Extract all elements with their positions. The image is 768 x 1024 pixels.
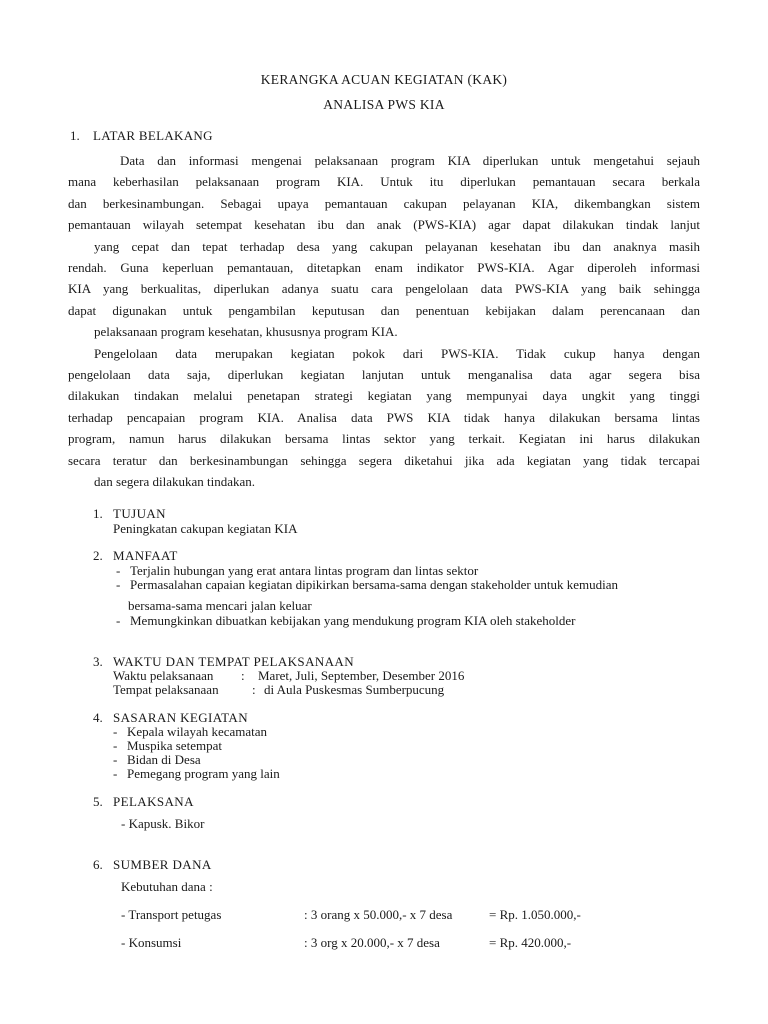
paragraph-line: dapat digunakan untuk pengambilan keputusan dan penentuan kebijakan dalam perencanaan dan	[68, 302, 700, 318]
dana-row-calc: : 3 orang x 50.000,- x 7 desa	[304, 907, 453, 922]
tempat-label: Tempat pelaksanaan	[113, 682, 219, 697]
paragraph-line: KIA yang berkualitas, diperlukan adanya suatu cara pengelolaan data PWS-KIA yang baik sehingga	[68, 281, 700, 297]
background-paragraph-2	[68, 343, 700, 493]
paragraph-line: yang cepat dan tepat terhadap desa yang cakupan pelayanan kesehatan ibu dan anaknya masih	[94, 238, 700, 254]
list-item-text: Kepala wilayah kecamatan	[127, 724, 268, 739]
document-subtitle: ANALISA PWS KIA	[323, 97, 445, 112]
background-heading: LATAR BELAKANG	[93, 128, 213, 143]
section-number: 2.	[93, 548, 103, 563]
list-item: - Memungkinkan dibuatkan kebijakan yang mendukung program KIA oleh stakeholder	[116, 613, 576, 628]
pelaksana-item: - Kapusk. Bikor	[121, 816, 205, 831]
waktu-value: Maret, Juli, September, Desember 2016	[258, 668, 465, 683]
section-heading: TUJUAN	[113, 506, 166, 521]
dana-row-label: - Konsumsi	[121, 935, 182, 950]
paragraph-line: Pengelolaan data merupakan kegiatan pokok dari PWS-KIA. Tidak cukup hanya dengan	[94, 345, 700, 361]
paragraph-line: mana keberhasilan pelaksanaan program KIA. Untuk itu diperlukan pemantauan secara berkala	[68, 174, 700, 190]
section-heading: SASARAN KEGIATAN	[113, 710, 249, 725]
list-item: - Permasalahan capaian kegiatan dipikirkan bersama-sama dengan stakeholder untuk kemudian	[116, 577, 619, 592]
section-number: 6.	[93, 857, 103, 872]
paragraph-line: dan berkesinambungan. Sebagai upaya pemantauan cakupan pelayanan KIA, dikembangkan sistem	[68, 195, 700, 211]
dana-intro: Kebutuhan dana :	[121, 879, 213, 894]
section-heading: MANFAAT	[113, 548, 178, 563]
paragraph-line: pengelolaan data saja, diperlukan kegiatan lanjutan untuk menganalisa data agar segera bisa	[68, 367, 700, 383]
paragraph-line: program, namun harus dilakukan bersama lintas sektor yang terkait. Kegiatan ini harus dilakukan	[68, 431, 700, 447]
background-number: 1.	[70, 128, 80, 143]
section-number: 3.	[93, 654, 103, 669]
list-item-text: Muspika setempat	[127, 738, 222, 753]
paragraph-line: pelaksanaan program kesehatan, khususnya program KIA.	[94, 324, 398, 340]
section-number: 1.	[93, 506, 103, 521]
waktu-label: Waktu pelaksanaan	[113, 668, 214, 683]
tempat-value: di Aula Puskesmas Sumberpucung	[264, 682, 445, 697]
background-paragraph-1	[68, 150, 700, 343]
paragraph-line: Data dan informasi mengenai pelaksanaan program KIA diperlukan untuk mengetahui sejauh	[120, 153, 700, 168]
list-item-text: Pemegang program yang lain	[127, 766, 280, 781]
dana-row-calc: : 3 org x 20.000,- x 7 desa	[304, 935, 440, 950]
section-number: 5.	[93, 794, 103, 809]
list-item-text: Bidan di Desa	[127, 752, 201, 767]
list-item: - Terjalin hubungan yang erat antara lintas program dan lintas sektor	[116, 563, 479, 578]
section-heading: SUMBER DANA	[113, 857, 212, 872]
paragraph-line: dilakukan tindakan melalui penetapan strategi kegiatan yang mempunyai daya ungkit yang tinggi	[68, 388, 700, 404]
list-item-text: Memungkinkan dibuatkan kebijakan yang mendukung program KIA oleh stakeholder	[130, 613, 576, 628]
waktu-separator: :	[241, 668, 245, 683]
list-item: - Muspika setempat	[113, 738, 222, 753]
paragraph-line: secara teratur dan berkesinambungan sehingga segera diketahui jika ada kegiatan yang tidak tercapai	[68, 452, 700, 468]
dana-row-total: = Rp. 1.050.000,-	[489, 907, 581, 922]
list-item-text: Terjalin hubungan yang erat antara lintas program dan lintas sektor	[130, 563, 479, 578]
list-item: - Bidan di Desa	[113, 752, 201, 767]
list-item: - Kepala wilayah kecamatan	[113, 724, 268, 739]
background-body	[68, 150, 700, 493]
paragraph-line: rendah. Guna keperluan pemantauan, ditetapkan enam indikator PWS-KIA. Agar diperoleh informasi	[68, 260, 700, 276]
document-title: KERANGKA ACUAN KEGIATAN (KAK)	[260, 72, 508, 87]
list-item-text: Permasalahan capaian kegiatan dipikirkan bersama-sama dengan stakeholder untuk kemudian	[130, 577, 619, 592]
list-item: - Pemegang program yang lain	[113, 766, 280, 781]
paragraph-line: pemantauan wilayah setempat kesehatan ibu dan anak (PWS-KIA) agar dapat dilakukan tindak lanjut	[68, 217, 700, 233]
list-item-continuation: bersama-sama mencari jalan keluar	[128, 598, 312, 613]
dana-row-label: - Transport petugas	[121, 907, 222, 922]
section-heading: WAKTU DAN TEMPAT PELAKSANAAN	[113, 654, 355, 669]
tujuan-text: Peningkatan cakupan kegiatan KIA	[113, 521, 298, 536]
tempat-separator: :	[252, 682, 256, 697]
section-heading: PELAKSANA	[113, 794, 194, 809]
paragraph-line: dan segera dilakukan tindakan.	[94, 474, 255, 490]
paragraph-line: terhadap pencapaian program KIA. Analisa data PWS KIA tidak hanya dilakukan bersama lintas	[68, 409, 700, 425]
dana-row-total: = Rp. 420.000,-	[489, 935, 572, 950]
section-number: 4.	[93, 710, 103, 725]
